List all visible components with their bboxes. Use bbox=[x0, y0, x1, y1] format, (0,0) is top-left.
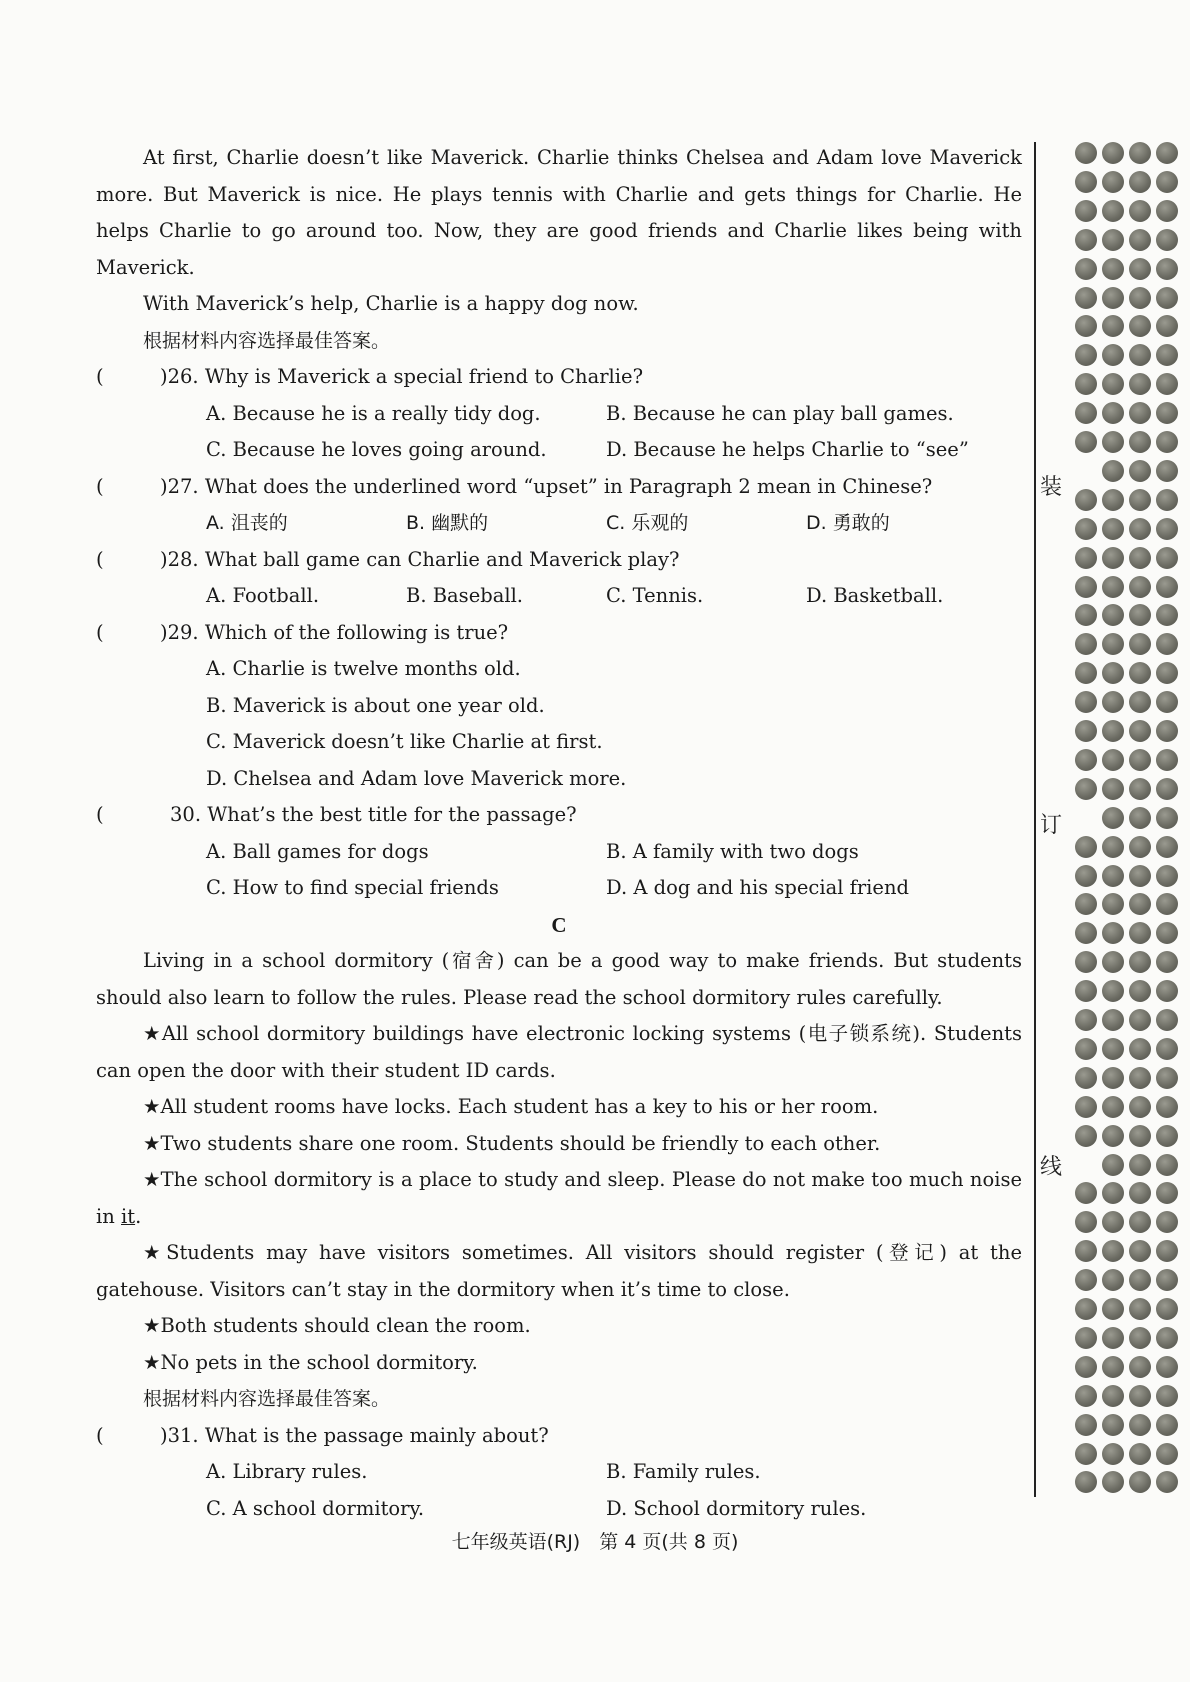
binding-dot bbox=[1156, 229, 1178, 251]
binding-dot bbox=[1156, 662, 1178, 684]
binding-dot bbox=[1129, 1009, 1151, 1031]
option-d: D. Basketball. bbox=[806, 584, 944, 607]
question-text: What does the underlined word “upset” in Paragraph 2 mean in Chinese? bbox=[204, 474, 933, 498]
question-text: Why is Maverick a special friend to Charlie? bbox=[204, 365, 644, 388]
option-a: A. Ball games for dogs bbox=[206, 839, 429, 863]
binding-dot bbox=[1129, 980, 1151, 1002]
option-b: B. Baseball. bbox=[406, 584, 524, 607]
option-d: D. Because he helps Charlie to “see” bbox=[606, 438, 969, 461]
binding-dot bbox=[1156, 951, 1178, 973]
binding-dot bbox=[1102, 547, 1124, 569]
answer-bracket[interactable]: ( bbox=[96, 620, 104, 644]
instruction-text: 根据材料内容选择最佳答案。 bbox=[143, 329, 391, 352]
binding-dot bbox=[1075, 489, 1097, 511]
binding-dot bbox=[1156, 1471, 1178, 1493]
question-number: 30. bbox=[170, 803, 202, 826]
binding-dot bbox=[1102, 604, 1124, 626]
binding-dot bbox=[1075, 1356, 1097, 1378]
binding-dot bbox=[1129, 1443, 1151, 1465]
binding-dot bbox=[1075, 1414, 1097, 1436]
binding-dot bbox=[1102, 1096, 1124, 1118]
binding-dot bbox=[1075, 662, 1097, 684]
rule-item: ★No pets in the school dormitory. bbox=[143, 1350, 478, 1374]
binding-dot bbox=[1129, 691, 1151, 713]
binding-dot bbox=[1075, 1211, 1097, 1233]
question-31 bbox=[96, 1418, 1022, 1455]
binding-dot bbox=[1156, 460, 1178, 482]
question-30 bbox=[96, 797, 1022, 834]
binding-dot bbox=[1102, 951, 1124, 973]
binding-dot bbox=[1102, 1443, 1124, 1465]
binding-dot bbox=[1156, 1356, 1178, 1378]
option-d: D. A dog and his special friend bbox=[606, 876, 909, 899]
binding-dot bbox=[1129, 1096, 1151, 1118]
binding-dot bbox=[1102, 633, 1124, 655]
binding-dot bbox=[1156, 1240, 1178, 1262]
option-a: A. Charlie is twelve months old. bbox=[206, 657, 521, 680]
binding-dot bbox=[1102, 1182, 1124, 1204]
binding-dot bbox=[1129, 1038, 1151, 1060]
binding-dot bbox=[1102, 489, 1124, 511]
binding-dot bbox=[1156, 1327, 1178, 1349]
option-a: A. Because he is a really tidy dog. bbox=[206, 401, 541, 425]
page-footer: 七年级英语(RJ) 第 4 页(共 8 页) bbox=[451, 1531, 739, 1553]
binding-dot bbox=[1075, 1125, 1097, 1147]
rule-item: ★Two students share one room. Students should be friendly to each other. bbox=[143, 1131, 881, 1155]
section-heading: C bbox=[551, 912, 567, 937]
binding-dot bbox=[1102, 893, 1124, 915]
binding-dot bbox=[1129, 344, 1151, 366]
binding-dot bbox=[1129, 951, 1151, 973]
binding-dot bbox=[1156, 200, 1178, 222]
option-c: C. A school dormitory. bbox=[206, 1496, 425, 1520]
binding-dot bbox=[1075, 576, 1097, 598]
binding-dot bbox=[1129, 662, 1151, 684]
binding-dot bbox=[1129, 633, 1151, 655]
binding-dot bbox=[1156, 1443, 1178, 1465]
binding-dot bbox=[1075, 518, 1097, 540]
option-a: A. 沮丧的 bbox=[206, 512, 288, 534]
binding-dot bbox=[1075, 1009, 1097, 1031]
binding-dot bbox=[1102, 373, 1124, 395]
binding-dot bbox=[1075, 344, 1097, 366]
binding-dot bbox=[1129, 893, 1151, 915]
binding-dot bbox=[1102, 576, 1124, 598]
options bbox=[96, 651, 1022, 797]
binding-dot bbox=[1129, 1414, 1151, 1436]
binding-dot bbox=[1129, 807, 1151, 829]
option-a: A. Football. bbox=[206, 584, 320, 607]
binding-dot bbox=[1102, 1125, 1124, 1147]
binding-dot bbox=[1129, 258, 1151, 280]
binding-dot bbox=[1156, 1038, 1178, 1060]
options bbox=[96, 396, 1022, 469]
binding-dot bbox=[1075, 1038, 1097, 1060]
binding-dot bbox=[1075, 922, 1097, 944]
binding-dot bbox=[1102, 1269, 1124, 1291]
binding-dot bbox=[1075, 749, 1097, 771]
binding-dot bbox=[1075, 691, 1097, 713]
binding-dot bbox=[1075, 200, 1097, 222]
binding-dot bbox=[1102, 922, 1124, 944]
binding-dot bbox=[1156, 1211, 1178, 1233]
answer-bracket[interactable]: ( bbox=[96, 547, 104, 571]
binding-dot bbox=[1102, 1038, 1124, 1060]
binding-dot bbox=[1102, 315, 1124, 337]
binding-dot bbox=[1156, 258, 1178, 280]
binding-dot bbox=[1156, 402, 1178, 424]
binding-dot bbox=[1102, 865, 1124, 887]
option-d: D. 勇敢的 bbox=[806, 512, 890, 534]
binding-dot bbox=[1156, 287, 1178, 309]
options bbox=[96, 1454, 1022, 1527]
binding-dot bbox=[1156, 807, 1178, 829]
binding-dot bbox=[1102, 460, 1124, 482]
binding-dot bbox=[1075, 1240, 1097, 1262]
binding-dot bbox=[1129, 287, 1151, 309]
question-text: What is the passage mainly about? bbox=[204, 1423, 549, 1447]
answer-bracket[interactable]: ( bbox=[96, 1423, 104, 1447]
binding-dot bbox=[1129, 1269, 1151, 1291]
option-d: D. Chelsea and Adam love Maverick more. bbox=[206, 766, 627, 790]
option-d: D. School dormitory rules. bbox=[606, 1496, 867, 1520]
question-number: )28. bbox=[160, 547, 199, 571]
binding-dot bbox=[1075, 142, 1097, 164]
binding-dot bbox=[1102, 1211, 1124, 1233]
option-b: B. Maverick is about one year old. bbox=[206, 693, 545, 717]
rule-item: ★All school dormitory buildings have electronic locking systems (电子锁系统). Students can open the door with their student ID cards. bbox=[96, 1022, 1022, 1082]
binding-dot bbox=[1102, 171, 1124, 193]
binding-dot bbox=[1129, 576, 1151, 598]
binding-dot bbox=[1156, 518, 1178, 540]
binding-dot bbox=[1129, 1154, 1151, 1176]
binding-dot bbox=[1102, 1298, 1124, 1320]
binding-dot bbox=[1129, 1385, 1151, 1407]
answer-bracket[interactable]: ( bbox=[96, 803, 104, 826]
binding-dot bbox=[1156, 171, 1178, 193]
binding-dot bbox=[1129, 604, 1151, 626]
binding-dot bbox=[1102, 1009, 1124, 1031]
binding-dot bbox=[1156, 1009, 1178, 1031]
binding-dot bbox=[1102, 1327, 1124, 1349]
question-number: )29. bbox=[160, 620, 199, 644]
binding-dot bbox=[1156, 1067, 1178, 1089]
binding-dot bbox=[1102, 778, 1124, 800]
binding-dot bbox=[1129, 1182, 1151, 1204]
binding-dot bbox=[1156, 836, 1178, 858]
options bbox=[96, 834, 1022, 907]
binding-dot bbox=[1129, 1125, 1151, 1147]
binding-dot bbox=[1075, 1443, 1097, 1465]
binding-dot bbox=[1156, 865, 1178, 887]
binding-dot bbox=[1129, 200, 1151, 222]
binding-dot bbox=[1129, 402, 1151, 424]
binding-dot bbox=[1156, 373, 1178, 395]
binding-dot bbox=[1102, 1385, 1124, 1407]
passage-paragraph: At first, Charlie doesn’t like Maverick. Charlie thinks Chelsea and Adam love Maverick more. But Maverick is nice. He plays tennis with Charlie and gets things for Charlie. He helps Charlie to go around too. Now, they are good friends and Charlie likes being with Maverick. bbox=[96, 146, 1022, 279]
binding-dot bbox=[1156, 604, 1178, 626]
binding-dot bbox=[1075, 171, 1097, 193]
option-c: C. 乐观的 bbox=[606, 512, 689, 534]
rule-item: ★Students may have visitors sometimes. All visitors should register (登记) at the gatehouse. Visitors can’t stay in the dormitory when it’s time to close. bbox=[96, 1241, 1022, 1301]
question-26 bbox=[96, 359, 1022, 396]
binding-dot bbox=[1075, 402, 1097, 424]
binding-dot bbox=[1102, 1356, 1124, 1378]
question-number: )27. bbox=[160, 474, 199, 498]
option-c: C. How to find special friends bbox=[206, 876, 499, 899]
binding-dot bbox=[1075, 1298, 1097, 1320]
binding-dot bbox=[1102, 1471, 1124, 1493]
question-text: What’s the best title for the passage? bbox=[207, 803, 577, 826]
binding-dot bbox=[1129, 1327, 1151, 1349]
binding-dot bbox=[1156, 633, 1178, 655]
question-text: Which of the following is true? bbox=[204, 620, 509, 644]
binding-dot bbox=[1129, 229, 1151, 251]
binding-dot bbox=[1075, 547, 1097, 569]
binding-dot bbox=[1156, 720, 1178, 742]
binding-dot bbox=[1102, 720, 1124, 742]
binding-dot bbox=[1156, 489, 1178, 511]
binding-dot bbox=[1129, 547, 1151, 569]
binding-dot bbox=[1129, 431, 1151, 453]
binding-dot bbox=[1075, 315, 1097, 337]
options bbox=[96, 578, 1022, 615]
binding-dot bbox=[1156, 315, 1178, 337]
binding-dot bbox=[1075, 1269, 1097, 1291]
rule-end: . bbox=[135, 1204, 142, 1228]
binding-dot bbox=[1129, 518, 1151, 540]
binding-dot bbox=[1156, 922, 1178, 944]
binding-dot bbox=[1075, 1471, 1097, 1493]
binding-dot bbox=[1129, 1240, 1151, 1262]
binding-dot bbox=[1075, 431, 1097, 453]
binding-dot bbox=[1129, 315, 1151, 337]
binding-dot bbox=[1156, 1125, 1178, 1147]
binding-dot bbox=[1075, 720, 1097, 742]
rule-item: ★Both students should clean the room. bbox=[143, 1314, 531, 1337]
passage-intro: Living in a school dormitory (宿舍) can be a good way to make friends. But students should also learn to follow the rules. Please read the school dormitory rules carefully. bbox=[96, 949, 1022, 1009]
option-c: C. Maverick doesn’t like Charlie at first. bbox=[206, 730, 603, 753]
binding-dot bbox=[1129, 142, 1151, 164]
option-a: A. Library rules. bbox=[206, 1460, 368, 1483]
answer-bracket[interactable]: ( bbox=[96, 365, 104, 388]
underlined-word: it bbox=[121, 1204, 136, 1228]
binding-dot bbox=[1129, 460, 1151, 482]
page-content bbox=[96, 140, 1022, 1527]
binding-dot bbox=[1156, 1182, 1178, 1204]
answer-bracket[interactable]: ( bbox=[96, 474, 104, 498]
binding-dot bbox=[1102, 402, 1124, 424]
binding-char-xian: 线 bbox=[1039, 1155, 1062, 1180]
binding-dot bbox=[1102, 1240, 1124, 1262]
binding-dot bbox=[1075, 778, 1097, 800]
binding-dot bbox=[1129, 865, 1151, 887]
binding-dot bbox=[1102, 229, 1124, 251]
binding-dot bbox=[1075, 980, 1097, 1002]
binding-dot bbox=[1156, 344, 1178, 366]
binding-dot bbox=[1129, 836, 1151, 858]
binding-dot bbox=[1075, 229, 1097, 251]
binding-dot bbox=[1156, 576, 1178, 598]
binding-dot bbox=[1075, 893, 1097, 915]
binding-dot bbox=[1129, 1067, 1151, 1089]
binding-dot bbox=[1102, 691, 1124, 713]
binding-dot bbox=[1102, 200, 1124, 222]
rule-item bbox=[96, 1162, 1022, 1235]
rule-text: ★The school dormitory is a place to study and sleep. Please do not make too much noise in bbox=[96, 1168, 1022, 1228]
binding-dot bbox=[1075, 1096, 1097, 1118]
binding-dot bbox=[1156, 778, 1178, 800]
binding-dot bbox=[1129, 489, 1151, 511]
options bbox=[96, 505, 1022, 542]
option-b: B. Family rules. bbox=[606, 1460, 761, 1483]
binding-dot bbox=[1156, 1414, 1178, 1436]
binding-dot bbox=[1075, 1327, 1097, 1349]
binding-dot bbox=[1102, 142, 1124, 164]
binding-dot bbox=[1102, 662, 1124, 684]
question-number: )31. bbox=[160, 1423, 199, 1447]
binding-dot bbox=[1129, 373, 1151, 395]
question-number: )26. bbox=[160, 365, 199, 388]
question-29 bbox=[96, 615, 1022, 652]
binding-dot bbox=[1156, 1269, 1178, 1291]
binding-dot bbox=[1129, 749, 1151, 771]
binding-dot bbox=[1129, 1356, 1151, 1378]
binding-dot bbox=[1102, 1154, 1124, 1176]
binding-dot bbox=[1102, 344, 1124, 366]
binding-dot bbox=[1102, 836, 1124, 858]
binding-dot bbox=[1075, 373, 1097, 395]
binding-dot bbox=[1075, 633, 1097, 655]
question-28 bbox=[96, 542, 1022, 579]
binding-char-zhuang: 装 bbox=[1039, 475, 1062, 500]
binding-dot bbox=[1102, 807, 1124, 829]
binding-dot bbox=[1156, 893, 1178, 915]
binding-dot bbox=[1102, 1414, 1124, 1436]
binding-dot bbox=[1129, 720, 1151, 742]
binding-dot bbox=[1156, 1298, 1178, 1320]
binding-dot bbox=[1102, 287, 1124, 309]
binding-dot bbox=[1075, 951, 1097, 973]
binding-dot bbox=[1156, 142, 1178, 164]
binding-dot bbox=[1156, 1096, 1178, 1118]
binding-dot bbox=[1156, 691, 1178, 713]
binding-dot bbox=[1129, 922, 1151, 944]
binding-dot bbox=[1156, 1154, 1178, 1176]
question-text: What ball game can Charlie and Maverick play? bbox=[204, 547, 680, 571]
binding-dot bbox=[1102, 258, 1124, 280]
binding-dot bbox=[1075, 865, 1097, 887]
option-b: B. A family with two dogs bbox=[606, 839, 859, 863]
binding-dot bbox=[1156, 431, 1178, 453]
binding-dot bbox=[1075, 1385, 1097, 1407]
option-c: C. Tennis. bbox=[606, 584, 704, 607]
instruction-text: 根据材料内容选择最佳答案。 bbox=[143, 1388, 391, 1410]
binding-dot bbox=[1075, 604, 1097, 626]
option-b: B. Because he can play ball games. bbox=[606, 401, 954, 425]
binding-dot bbox=[1156, 1385, 1178, 1407]
rule-item: ★All student rooms have locks. Each student has a key to his or her room. bbox=[143, 1095, 879, 1118]
option-b: B. 幽默的 bbox=[406, 512, 489, 534]
binding-dot bbox=[1102, 749, 1124, 771]
binding-dot bbox=[1075, 1182, 1097, 1204]
binding-dot bbox=[1075, 836, 1097, 858]
binding-dot bbox=[1156, 547, 1178, 569]
option-c: C. Because he loves going around. bbox=[206, 438, 547, 461]
binding-dot bbox=[1075, 258, 1097, 280]
passage-paragraph: With Maverick’s help, Charlie is a happy dog now. bbox=[143, 292, 639, 315]
binding-dot bbox=[1102, 518, 1124, 540]
binding-dot bbox=[1129, 171, 1151, 193]
binding-dot bbox=[1129, 1471, 1151, 1493]
binding-dot bbox=[1075, 287, 1097, 309]
binding-char-ding: 订 bbox=[1039, 813, 1062, 838]
binding-dot bbox=[1102, 1067, 1124, 1089]
binding-dot bbox=[1075, 1067, 1097, 1089]
binding-dot bbox=[1129, 1298, 1151, 1320]
binding-dot bbox=[1129, 778, 1151, 800]
binding-dot bbox=[1156, 980, 1178, 1002]
binding-dot bbox=[1102, 431, 1124, 453]
binding-dot bbox=[1156, 749, 1178, 771]
question-27 bbox=[96, 469, 1022, 506]
binding-dot bbox=[1102, 980, 1124, 1002]
binding-dot bbox=[1129, 1211, 1151, 1233]
